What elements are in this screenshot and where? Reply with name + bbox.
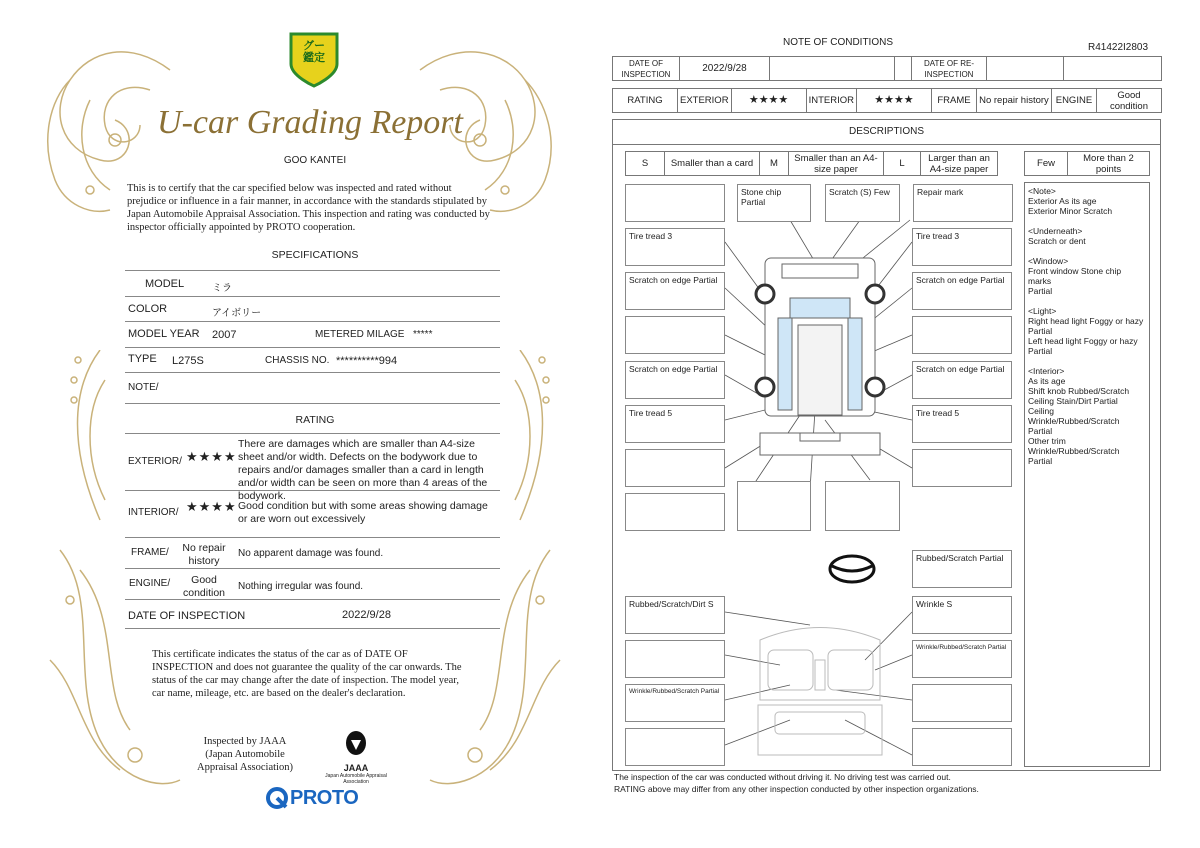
condition-box-scratch-few: Scratch (S) Few	[825, 184, 900, 222]
date-inspection-value: 2022/9/28	[680, 57, 770, 81]
legend-l: L	[884, 152, 921, 176]
condition-box	[625, 640, 725, 678]
condition-box	[912, 684, 1012, 722]
note-line: Partial	[1028, 286, 1053, 296]
condition-box-edge-left-1: Scratch on edge Partial	[625, 272, 725, 310]
interior-desc: Good condition but with some areas showing damage or are worn out excessively	[238, 500, 488, 525]
condition-box-tire-right-rear: Tire tread 5	[912, 405, 1012, 443]
engine-desc: Nothing irregular was found.	[238, 581, 364, 592]
note-of-conditions-page	[600, 0, 1200, 848]
footer-note-1: The inspection of the car was conducted without driving it. No driving test was carried out.	[614, 772, 951, 782]
legend-s-desc: Smaller than a card	[665, 152, 760, 176]
note-line: Exterior As its age	[1028, 196, 1097, 206]
note-line: Exterior Minor Scratch	[1028, 206, 1113, 216]
chassis-label: CHASSIS NO.	[265, 355, 330, 366]
note-line: Scratch or dent	[1028, 236, 1086, 246]
interior-stars: ★★★★	[856, 89, 931, 113]
jaaa-caption: Japan Automobile Appraisal Association	[325, 773, 387, 785]
engine-label: ENGINE/	[129, 578, 171, 589]
condition-box	[625, 493, 725, 531]
proto-logo	[266, 784, 358, 812]
note-line: <Light>	[1028, 306, 1057, 316]
frame-value: No repair history	[182, 542, 226, 567]
divider	[125, 321, 500, 322]
type-value: L275S	[172, 355, 204, 367]
chassis-value: **********994	[336, 355, 398, 367]
divider	[125, 599, 500, 600]
color-label: COLOR	[128, 303, 168, 315]
condition-box-wrinkle-s: Wrinkle S	[912, 596, 1012, 634]
divider	[125, 347, 500, 348]
legend-l-desc: Larger than an A4-size paper	[921, 152, 998, 176]
proto-mark-icon	[266, 787, 288, 809]
date-reinspection-label: DATE OF RE-INSPECTION	[912, 57, 987, 81]
engine-value: Good condition	[182, 574, 226, 599]
color-value: アイボリー	[212, 308, 262, 319]
note-line: <Note>	[1028, 186, 1056, 196]
interior-label: INTERIOR	[806, 89, 856, 113]
note-line: Wrinkle/Rubbed/Scratch	[1028, 446, 1120, 456]
type-label: TYPE	[128, 353, 157, 365]
divider	[125, 490, 500, 491]
note-line: Partial	[1028, 326, 1053, 336]
inspected-by: Inspected by JAAA (Japan Automobile Appraisal Association)	[197, 736, 293, 773]
condition-box	[737, 481, 811, 531]
interior-stars: ★★★★	[186, 499, 237, 514]
condition-box-rubbed-dirt: Rubbed/Scratch/Dirt S	[625, 596, 725, 634]
note-label: NOTE/	[128, 382, 159, 393]
condition-box-edge-right-2: Scratch on edge Partial	[912, 361, 1012, 399]
legend-s: S	[626, 152, 665, 176]
certify-text: This is to certify that the car specified below was inspected and rated without prejudice or influence in a fair manner, in accordance with the standards stipulated by Japan Automobile Appraisal Association. This inspection and rating was conducted by inspector officially appointed by PROTO cooperation.	[127, 183, 490, 233]
steering-wheel-icon	[830, 556, 874, 582]
script-title: U-car Grading Report	[157, 104, 463, 141]
condition-box	[912, 728, 1012, 766]
condition-box-stone-chip: Stone chip Partial	[737, 184, 811, 222]
condition-box-edge-left-2: Scratch on edge Partial	[625, 361, 725, 399]
model-value: ミラ	[212, 283, 232, 294]
condition-box-rubbed-partial: Rubbed/Scratch Partial	[912, 550, 1012, 588]
note-line: Wrinkle/Rubbed/Scratch	[1028, 416, 1120, 426]
spec-heading: SPECIFICATIONS	[271, 249, 359, 261]
note-line: <Underneath>	[1028, 226, 1083, 236]
frame-desc: No apparent damage was found.	[238, 548, 384, 559]
divider	[125, 270, 500, 271]
condition-box	[912, 449, 1012, 487]
page-title: NOTE OF CONDITIONS	[783, 37, 893, 48]
condition-box-tire-left-front: Tire tread 3	[625, 228, 725, 266]
note-line: Partial	[1028, 456, 1053, 466]
condition-box	[912, 316, 1012, 354]
date-inspection-label: DATE OF INSPECTION	[613, 57, 680, 81]
year-label: MODEL YEAR	[128, 328, 200, 340]
legend-m-desc: Smaller than an A4-size paper	[789, 152, 884, 176]
condition-box	[625, 728, 725, 766]
descriptions-heading: DESCRIPTIONS	[848, 126, 924, 137]
divider	[125, 296, 500, 297]
note-line: Shift knob Rubbed/Scratch	[1028, 386, 1130, 396]
note-line: Ceiling	[1028, 406, 1054, 416]
note-line: Front window Stone chip marks	[1028, 266, 1122, 286]
interior-label: INTERIOR/	[128, 507, 179, 518]
condition-box-repair: Repair mark	[913, 184, 1013, 222]
divider	[125, 433, 500, 434]
floral-ornament-left-side	[60, 350, 120, 530]
year-value: 2007	[212, 329, 237, 341]
divider	[125, 537, 500, 538]
condition-box	[625, 316, 725, 354]
subtitle: GOO KANTEI	[283, 155, 347, 166]
jaaa-logo-text: JAAA	[343, 763, 369, 773]
mileage-value: *****	[413, 329, 433, 340]
legend-few: Few	[1025, 152, 1068, 176]
date-label: DATE OF INSPECTION	[128, 610, 246, 622]
note-line: As its age	[1028, 376, 1066, 386]
legend-few-desc: More than 2 points	[1068, 152, 1150, 176]
condition-box-tire-left-rear: Tire tread 5	[625, 405, 725, 443]
jaaa-logo	[318, 730, 394, 785]
engine-value: Good condition	[1096, 89, 1161, 113]
exterior-label: EXTERIOR/	[128, 456, 182, 467]
reference-number: R41422I2803	[1088, 42, 1149, 53]
condition-box	[625, 184, 725, 222]
rating-label: RATING	[613, 89, 678, 113]
condition-box-wrinkle-left: Wrinkle/Rubbed/Scratch Partial	[625, 684, 725, 722]
exterior-label: EXTERIOR	[678, 89, 732, 113]
divider	[125, 628, 500, 629]
condition-box	[625, 449, 725, 487]
note-line: Partial	[1028, 346, 1053, 356]
divider	[125, 372, 500, 373]
exterior-desc: There are damages which are smaller than A4-size sheet and/or width. Defects on the bodywork due to repairs and/or damages smaller than a card in length and/or width can be seen on more than 4 areas of the bodywork.	[238, 438, 488, 502]
badge-text: グー 鑑定	[303, 40, 325, 64]
footer-text: This certificate indicates the status of the car as of DATE OF INSPECTION and does not guarantee the quality of the car onwards. The status of the car may change after the date of inspection. The model year, car name, mileage, etc. are based on the dealer's declaration.	[152, 649, 462, 699]
condition-box-wrinkle-right: Wrinkle/Rubbed/Scratch Partial	[912, 640, 1012, 678]
jaaa-emblem-icon	[343, 730, 369, 758]
note-line: Right head light Foggy or hazy	[1028, 316, 1144, 326]
divider	[125, 403, 500, 404]
note-line: Ceiling Stain/Dirt Partial	[1028, 396, 1118, 406]
footer-note-2: RATING above may differ from any other inspection conducted by other inspection organizations.	[614, 784, 979, 794]
note-line: <Window>	[1028, 256, 1069, 266]
note-line: Left head light Foggy or hazy	[1028, 336, 1138, 346]
frame-value: No repair history	[976, 89, 1051, 113]
legend-m: M	[760, 152, 789, 176]
date-value: 2022/9/28	[342, 609, 391, 621]
note-line: Other trim	[1028, 436, 1066, 446]
rating-heading: RATING	[295, 414, 335, 426]
frame-label: FRAME	[931, 89, 976, 113]
condition-box-edge-right-1: Scratch on edge Partial	[912, 272, 1012, 310]
floral-ornament-right-side	[500, 350, 560, 530]
note-line: Partial	[1028, 426, 1053, 436]
condition-box	[825, 481, 900, 531]
condition-box-tire-right-front: Tire tread 3	[912, 228, 1012, 266]
exterior-stars: ★★★★	[731, 89, 806, 113]
proto-logo-text: PROTO	[290, 786, 359, 809]
engine-label: ENGINE	[1051, 89, 1096, 113]
mileage-label: METERED MILAGE	[315, 329, 405, 340]
goo-kantei-badge	[287, 30, 341, 88]
exterior-stars: ★★★★	[186, 449, 237, 464]
model-label: MODEL	[145, 278, 185, 290]
divider	[125, 568, 500, 569]
note-line: <Interior>	[1028, 366, 1065, 376]
frame-label: FRAME/	[131, 547, 169, 558]
